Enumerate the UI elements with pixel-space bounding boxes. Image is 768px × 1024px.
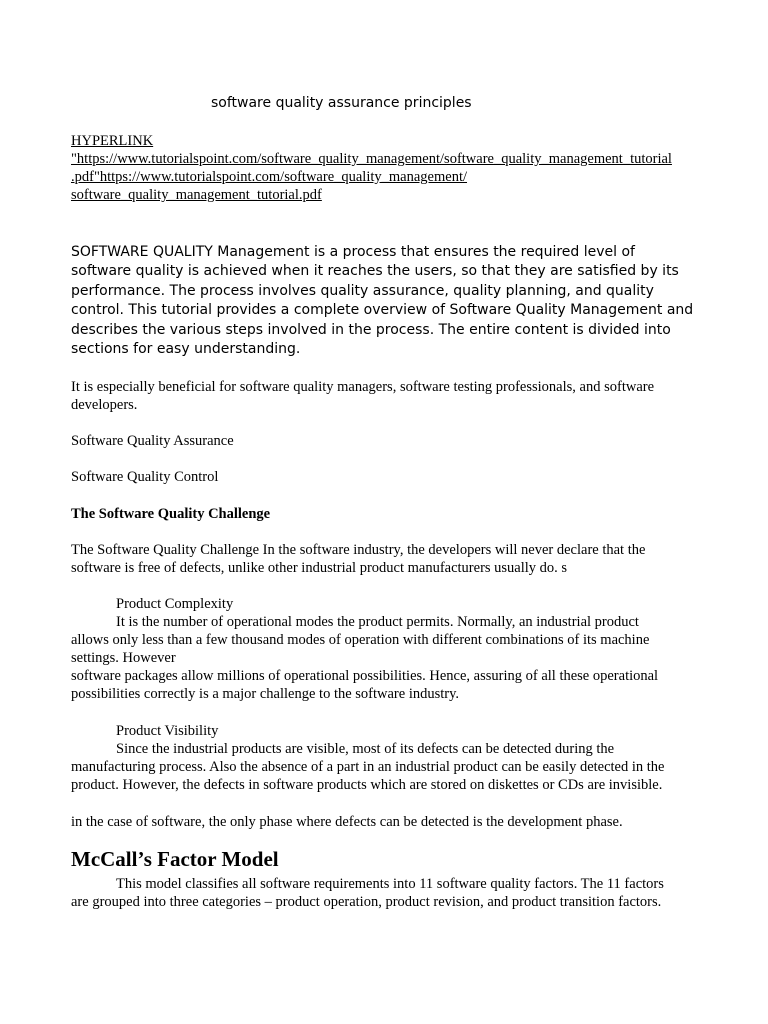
text-line: SOFTWARE QUALITY Management is a process that ensures the required level of: [71, 244, 635, 260]
text-line: software is free of defects, unlike other industrial product manufacturers usually do. s: [71, 560, 568, 576]
complexity-title: Product Complexity: [116, 596, 234, 612]
text-line: describes the various steps involved in the process. The entire content is divided into: [71, 321, 671, 338]
text-line: are grouped into three categories – product operation, product revision, and product transition factors.: [71, 894, 662, 910]
hyperlink-line[interactable]: .pdf"https://www.tutorialspoint.com/software_quality_management/: [71, 169, 468, 185]
text-line: It is especially beneficial for software quality managers, software testing professionals, and software: [71, 379, 655, 395]
text-line: product. However, the defects in software products which are stored on diskettes or CDs are invisible.: [71, 777, 663, 793]
text-line: settings. However: [71, 650, 176, 666]
intro-paragraph: [71, 243, 701, 359]
hyperlink-field[interactable]: [71, 132, 711, 204]
complexity-section: [71, 595, 701, 703]
text-line: possibilities correctly is a major challenge to the software industry.: [71, 686, 460, 702]
text-line: developers.: [71, 397, 138, 413]
text-line: This model classifies all software requirements into 11 software quality factors. The 11 factors: [116, 876, 664, 892]
beneficial-paragraph: [71, 378, 701, 414]
mccall-paragraph: [71, 875, 701, 911]
document-title: software quality assurance principles: [211, 95, 472, 111]
challenge-heading: The Software Quality Challenge: [71, 506, 271, 522]
software-phase-paragraph: in the case of software, the only phase where defects can be detected is the development phase.: [71, 814, 623, 830]
visibility-section: [71, 722, 701, 794]
text-line: The Software Quality Challenge In the software industry, the developers will never declare that the: [71, 542, 646, 558]
text-line: manufacturing process. Also the absence of a part in an industrial product can be easily detected in the: [71, 759, 665, 775]
mccall-heading: McCall’s Factor Model: [71, 847, 279, 871]
item-control: Software Quality Control: [71, 469, 219, 485]
text-line: It is the number of operational modes the product permits. Normally, an industrial product: [116, 614, 639, 630]
text-line: Since the industrial products are visible, most of its defects can be detected during the: [116, 741, 615, 757]
text-line: performance. The process involves quality assurance, quality planning, and quality: [71, 282, 654, 299]
challenge-paragraph: [71, 541, 701, 577]
text-line: allows only less than a few thousand modes of operation with different combinations of its machine: [71, 632, 650, 648]
item-assurance: Software Quality Assurance: [71, 433, 234, 449]
text-line: control. This tutorial provides a complete overview of Software Quality Management and: [71, 302, 694, 319]
text-line: software quality is achieved when it reaches the users, so that they are satisfied by its: [71, 263, 679, 280]
text-line: software packages allow millions of operational possibilities. Hence, assuring of all these operational: [71, 668, 659, 684]
hyperlink-line[interactable]: "https://www.tutorialspoint.com/software_quality_management/software_quality_management_tutorial: [71, 151, 672, 167]
visibility-title: Product Visibility: [116, 723, 219, 739]
hyperlink-line[interactable]: HYPERLINK: [71, 133, 154, 149]
text-line: sections for easy understanding.: [71, 341, 301, 358]
hyperlink-line[interactable]: software_quality_management_tutorial.pdf: [71, 187, 322, 203]
